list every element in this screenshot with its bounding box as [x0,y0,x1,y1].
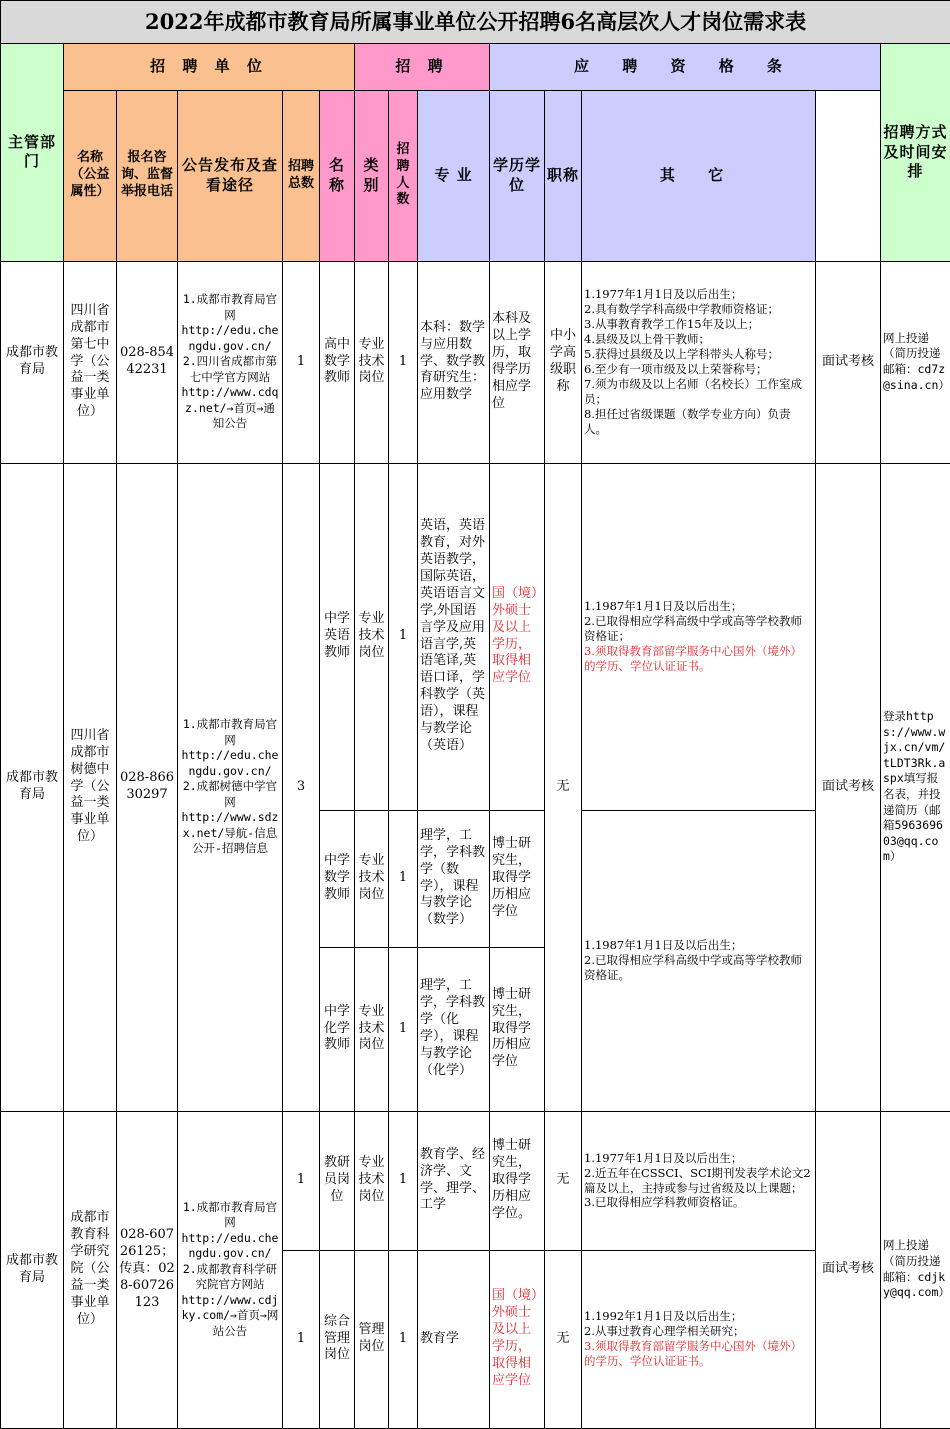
req-line: 5.获得过县级及以上学科带头人称号； [584,347,813,362]
title-req-cell: 无 [545,1250,582,1428]
notice-cell [178,463,283,1111]
major-cell: 教育学 [418,1250,490,1428]
total-cell: 1 [283,261,320,463]
post-count-cell: 1 [389,810,418,947]
header-req-group: 应 聘 资 格 条 [490,44,881,91]
other-req-cell [582,810,816,1111]
req-line-highlight: 3.须取得教育部留学服务中心国外（境外）的学历、学位认证证书。 [584,644,813,674]
edu-cell: 国（境）外硕士及以上学历，取得相应学位 [490,1250,545,1428]
table-row [1,463,950,810]
header-req-major: 专 业 [418,90,490,261]
edu-cell: 国（境）外硕士及以上学历，取得相应学位 [490,463,545,810]
req-line: 8.担任过省级课题（数学专业方向）负责人。 [584,407,813,437]
header-req-other: 其 它 [582,90,816,261]
title-req-cell: 无 [545,1111,582,1250]
dept-cell: 成都市教育局 [1,261,64,463]
req-line: 3.已取得相应学科教师资格证。 [584,1195,813,1210]
notice-line: 1.成都市教育局官网 [180,1200,280,1231]
dept-cell: 成都市教育局 [1,1111,64,1428]
header-post-count: 招聘人数 [389,90,418,261]
total-cell: 1 [283,1111,320,1250]
post-count-cell: 1 [389,1250,418,1428]
header-unit-group: 招 聘 单 位 [64,44,355,91]
req-line: 2.已取得相应学科高级中学或高等学校教师资格证； [584,614,813,644]
notice-link[interactable]: http://edu.chengdu.gov.cn/ [180,748,280,779]
other-req-cell [582,463,816,810]
post-type-cell: 专业技术岗位 [355,261,389,463]
post-count-cell: 1 [389,947,418,1111]
edu-cell: 博士研究生，取得学历相应学位 [490,810,545,947]
post-count-cell: 1 [389,463,418,810]
header-post-group: 招 聘 [355,44,490,91]
req-line-highlight: 3.须取得教育部留学服务中心国外（境外）的学历、学位认证证书。 [584,1339,813,1369]
other-req-cell [582,1250,816,1428]
post-name-cell: 中学化学教师 [320,947,355,1111]
post-type-cell: 专业技术岗位 [355,947,389,1111]
notice-link[interactable]: http://www.sdzx.net/导航-信息公开-招聘信息 [180,810,280,857]
total-cell: 3 [283,463,320,1111]
phone-cell: 028-86630297 [117,463,178,1111]
notice-cell [178,1111,283,1428]
resume-cell: 网上投递（简历投递邮箱：cd7z@sina.cn） [881,261,950,463]
req-line: 2.从事过教育心理学相关研究； [584,1324,813,1339]
resume-cell: 登录https://www.wjx.cn/vm/tLDT3Rk.aspx填写报名表，并投递简历（邮箱596369603@qq.com） [881,463,950,1111]
notice-line: 2.成都树德中学官网 [180,779,280,810]
dept-cell: 成都市教育局 [1,463,64,1111]
table-row [1,261,950,463]
notice-link[interactable]: http://edu.chengdu.gov.cn/ [180,323,280,354]
header-req-edu: 学历学位 [490,90,545,261]
resume-cell: 网上投递（简历投递邮箱：cdjky@qq.com） [881,1111,950,1428]
header-unit-notice: 公告发布及查看途径 [178,90,283,261]
req-line: 1.1977年1月1日及以后出生； [584,287,813,302]
header-post-type: 类别 [355,90,389,261]
table-row [1,1111,950,1250]
unit-name-cell: 成都市教育科学研究院（公益一类事业单位） [64,1111,117,1428]
unit-name-cell: 四川省成都市第七中学（公益一类事业单位） [64,261,117,463]
req-line: 4.县级及以上骨干教师； [584,332,813,347]
req-line: 2.已取得相应学科高级中学或高等学校教师资格证。 [584,953,813,983]
header-unit-phone: 报名咨询、监督举报电话 [117,90,178,261]
total-cell: 1 [283,1250,320,1428]
post-name-cell: 综合管理岗位 [320,1250,355,1428]
post-name-cell: 中学英语教师 [320,463,355,810]
notice-line: 1.成都市教育局官网 [180,717,280,748]
other-req-cell [582,261,816,463]
major-cell: 英语，英语教育，对外英语教学，国际英语，英语语言文学,外国语言学及应用语言学,英语笔译,英语口译，学科教学（英语），课程与教学论（英语） [418,463,490,810]
header-req-title: 职称 [545,90,582,261]
post-name-cell: 中学数学教师 [320,810,355,947]
notice-cell [178,261,283,463]
header-unit-total: 招聘总数 [283,90,320,261]
page-title: 2022年成都市教育局所属事业单位公开招聘6名高层次人才岗位需求表 [1,1,950,44]
header-dept: 主管部门 [1,44,64,262]
notice-link[interactable]: http://www.cdjky.com/→首页→网站公告 [180,1293,280,1340]
edu-cell: 本科及以上学历，取得学历相应学位 [490,261,545,463]
major-cell: 理学，工学，学科教学（化学），课程与教学论（化学） [418,947,490,1111]
post-type-cell: 专业技术岗位 [355,1111,389,1250]
header-post-name: 名称 [320,90,355,261]
unit-name-cell: 四川省成都市树德中学（公益一类事业单位） [64,463,117,1111]
post-type-cell: 专业技术岗位 [355,810,389,947]
post-count-cell: 1 [389,1111,418,1250]
method-cell: 面试考核 [816,463,881,1111]
edu-cell: 博士研究生，取得学历相应学位。 [490,1111,545,1250]
req-line: 2.近五年在CSSCI、SCI期刊发表学术论文2篇及以上，主持或参与过省级及以上课题； [584,1166,813,1196]
title-req-cell: 无 [545,463,582,1111]
req-line: 1.1987年1月1日及以后出生； [584,938,813,953]
req-line: 1.1987年1月1日及以后出生； [584,599,813,614]
other-req-cell [582,1111,816,1250]
method-cell: 面试考核 [816,261,881,463]
post-type-cell: 管理岗位 [355,1250,389,1428]
req-line: 3.从事教育教学工作15年及以上； [584,317,813,332]
post-type-cell: 专业技术岗位 [355,463,389,810]
method-cell: 面试考核 [816,1111,881,1428]
post-name-cell: 高中数学教师 [320,261,355,463]
header-unit-name: 名称（公益属性） [64,90,117,261]
req-line: 1.1992年1月1日及以后出生； [584,1309,813,1324]
phone-cell: 028-85442231 [117,261,178,463]
req-line: 6.至少有一项市级及以上荣誉称号； [584,362,813,377]
notice-line: 2.四川省成都市第七中学官方网站 [180,354,280,385]
post-name-cell: 教研员岗位 [320,1111,355,1250]
notice-link[interactable]: http://edu.chengdu.gov.cn/ [180,1231,280,1262]
req-line: 7.须为市级及以上名师（名校长）工作室成员； [584,377,813,407]
header-method: 招聘方式及时间安排 [881,44,950,262]
major-cell: 理学，工学，学科教学（数学），课程与教学论（数学） [418,810,490,947]
notice-link[interactable]: http://www.cdqz.net/→首页→通知公告 [180,385,280,432]
notice-line: 1.成都市教育局官网 [180,292,280,323]
major-cell: 本科：数学与应用数学、数学教育研究生：应用数学 [418,261,490,463]
major-cell: 教育学、经济学、文学、理学、工学 [418,1111,490,1250]
edu-cell: 博士研究生，取得学历相应学位 [490,947,545,1111]
post-count-cell: 1 [389,261,418,463]
req-line: 2.具有数学学科高级中学教师资格证； [584,302,813,317]
notice-line: 2.成都教育科学研究院官方网站 [180,1262,280,1293]
req-line: 1.1977年1月1日及以后出生； [584,1151,813,1166]
phone-cell: 028-60726125；传真：028-60726123 [117,1111,178,1428]
title-req-cell: 中小学高级职称 [545,261,582,463]
